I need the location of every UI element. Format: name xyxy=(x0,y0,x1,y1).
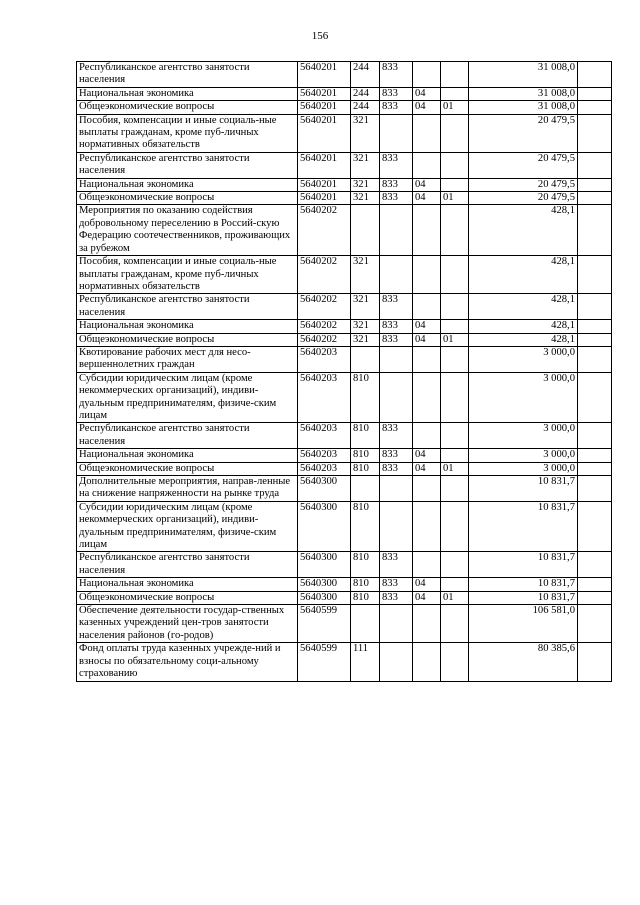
row-code-cell: 5640201 xyxy=(298,192,351,205)
table-row xyxy=(77,320,612,333)
row-department-cell xyxy=(380,256,413,294)
row-extra-cell xyxy=(578,294,612,320)
row-department-cell: 833 xyxy=(380,552,413,578)
row-expense-type-cell: 810 xyxy=(351,591,380,604)
row-amount-cell: 20 479,5 xyxy=(469,178,578,191)
row-name-cell: Республиканское агентство занятости населения xyxy=(77,294,298,320)
row-name-cell: Республиканское агентство занятости населения xyxy=(77,552,298,578)
row-code-cell: 5640201 xyxy=(298,62,351,88)
row-section-cell xyxy=(413,114,441,152)
row-section-cell: 04 xyxy=(413,178,441,191)
row-name-cell: Национальная экономика xyxy=(77,449,298,462)
row-section-cell xyxy=(413,605,441,643)
row-department-cell: 833 xyxy=(380,152,413,178)
row-subsection-cell xyxy=(441,152,469,178)
row-expense-type-cell: 810 xyxy=(351,552,380,578)
table-row xyxy=(77,449,612,462)
row-department-cell: 833 xyxy=(380,87,413,100)
row-expense-type-cell: 810 xyxy=(351,578,380,591)
row-amount-cell: 106 581,0 xyxy=(469,605,578,643)
row-code-cell: 5640201 xyxy=(298,114,351,152)
row-code-cell: 5640203 xyxy=(298,372,351,423)
row-name-cell: Мероприятия по оказанию содействия добровольному переселению в Россий-скую Федерацию соотечественников, проживающих за рубежом xyxy=(77,205,298,256)
row-amount-cell: 428,1 xyxy=(469,294,578,320)
row-name-cell: Республиканское агентство занятости населения xyxy=(77,152,298,178)
row-expense-type-cell: 321 xyxy=(351,178,380,191)
row-extra-cell xyxy=(578,101,612,114)
row-name-cell: Национальная экономика xyxy=(77,578,298,591)
row-name-cell: Национальная экономика xyxy=(77,87,298,100)
row-code-cell: 5640300 xyxy=(298,552,351,578)
table-row xyxy=(77,114,612,152)
row-code-cell: 5640203 xyxy=(298,462,351,475)
row-name-cell: Дополнительные мероприятия, направ-ленные на снижение напряженности на рынке труда xyxy=(77,476,298,502)
row-department-cell: 833 xyxy=(380,192,413,205)
row-name-cell: Общеэкономические вопросы xyxy=(77,192,298,205)
row-section-cell: 04 xyxy=(413,462,441,475)
table-row xyxy=(77,256,612,294)
row-name-cell: Пособия, компенсации и иные социаль-ные выплаты гражданам, кроме пуб-личных нормативных обязательств xyxy=(77,114,298,152)
row-code-cell: 5640202 xyxy=(298,294,351,320)
row-extra-cell xyxy=(578,552,612,578)
row-code-cell: 5640599 xyxy=(298,643,351,681)
row-code-cell: 5640201 xyxy=(298,101,351,114)
row-department-cell xyxy=(380,501,413,552)
table-row xyxy=(77,294,612,320)
row-code-cell: 5640202 xyxy=(298,320,351,333)
row-amount-cell: 3 000,0 xyxy=(469,346,578,372)
row-name-cell: Субсидии юридическим лицам (кроме некоммерческих организаций), индиви-дуальным предпринимателям, физиче-ским лицам xyxy=(77,372,298,423)
row-section-cell xyxy=(413,423,441,449)
row-subsection-cell: 01 xyxy=(441,591,469,604)
row-code-cell: 5640203 xyxy=(298,423,351,449)
row-department-cell xyxy=(380,114,413,152)
table-row xyxy=(77,101,612,114)
table-row xyxy=(77,591,612,604)
row-name-cell: Субсидии юридическим лицам (кроме некоммерческих организаций), индиви-дуальным предпринимателям, физиче-ским лицам xyxy=(77,501,298,552)
row-section-cell xyxy=(413,643,441,681)
row-section-cell: 04 xyxy=(413,192,441,205)
budget-table xyxy=(76,61,612,682)
row-name-cell: Общеэкономические вопросы xyxy=(77,591,298,604)
row-extra-cell xyxy=(578,333,612,346)
row-subsection-cell xyxy=(441,423,469,449)
table-row xyxy=(77,462,612,475)
row-expense-type-cell xyxy=(351,605,380,643)
row-expense-type-cell: 321 xyxy=(351,320,380,333)
row-section-cell: 04 xyxy=(413,591,441,604)
row-extra-cell xyxy=(578,256,612,294)
row-extra-cell xyxy=(578,87,612,100)
row-department-cell xyxy=(380,346,413,372)
row-code-cell: 5640203 xyxy=(298,449,351,462)
table-row xyxy=(77,578,612,591)
row-expense-type-cell xyxy=(351,205,380,256)
row-section-cell xyxy=(413,62,441,88)
row-amount-cell: 10 831,7 xyxy=(469,552,578,578)
row-extra-cell xyxy=(578,501,612,552)
row-expense-type-cell: 321 xyxy=(351,192,380,205)
table-body xyxy=(77,62,612,682)
row-extra-cell xyxy=(578,423,612,449)
row-amount-cell: 3 000,0 xyxy=(469,372,578,423)
row-name-cell: Обеспечение деятельности государ-ственных казенных учреждений цен-тров занятости населения районов (го-родов) xyxy=(77,605,298,643)
row-amount-cell: 3 000,0 xyxy=(469,462,578,475)
row-name-cell: Республиканское агентство занятости населения xyxy=(77,62,298,88)
row-department-cell: 833 xyxy=(380,333,413,346)
row-expense-type-cell xyxy=(351,346,380,372)
row-code-cell: 5640203 xyxy=(298,346,351,372)
row-section-cell xyxy=(413,552,441,578)
row-expense-type-cell: 810 xyxy=(351,423,380,449)
row-subsection-cell xyxy=(441,643,469,681)
row-subsection-cell: 01 xyxy=(441,192,469,205)
row-section-cell xyxy=(413,476,441,502)
row-expense-type-cell: 810 xyxy=(351,449,380,462)
row-subsection-cell xyxy=(441,552,469,578)
table-row xyxy=(77,346,612,372)
row-expense-type-cell: 810 xyxy=(351,372,380,423)
row-subsection-cell xyxy=(441,372,469,423)
row-name-cell: Общеэкономические вопросы xyxy=(77,462,298,475)
row-subsection-cell xyxy=(441,320,469,333)
row-subsection-cell xyxy=(441,449,469,462)
row-department-cell: 833 xyxy=(380,449,413,462)
table-row xyxy=(77,178,612,191)
row-name-cell: Пособия, компенсации и иные социаль-ные выплаты гражданам, кроме пуб-личных нормативных обязательств xyxy=(77,256,298,294)
row-expense-type-cell xyxy=(351,476,380,502)
row-name-cell: Квотирование рабочих мест для несо-вершеннолетних граждан xyxy=(77,346,298,372)
row-section-cell xyxy=(413,501,441,552)
row-subsection-cell xyxy=(441,346,469,372)
row-amount-cell: 80 385,6 xyxy=(469,643,578,681)
row-section-cell xyxy=(413,256,441,294)
row-amount-cell: 10 831,7 xyxy=(469,501,578,552)
row-code-cell: 5640599 xyxy=(298,605,351,643)
row-section-cell: 04 xyxy=(413,320,441,333)
row-extra-cell xyxy=(578,320,612,333)
row-subsection-cell xyxy=(441,605,469,643)
row-extra-cell xyxy=(578,643,612,681)
row-department-cell: 833 xyxy=(380,462,413,475)
row-extra-cell xyxy=(578,578,612,591)
row-amount-cell: 10 831,7 xyxy=(469,476,578,502)
row-subsection-cell xyxy=(441,578,469,591)
row-subsection-cell xyxy=(441,114,469,152)
row-section-cell xyxy=(413,346,441,372)
row-section-cell: 04 xyxy=(413,333,441,346)
row-department-cell: 833 xyxy=(380,294,413,320)
row-extra-cell xyxy=(578,114,612,152)
row-extra-cell xyxy=(578,178,612,191)
row-subsection-cell: 01 xyxy=(441,333,469,346)
table-row xyxy=(77,62,612,88)
row-amount-cell: 3 000,0 xyxy=(469,423,578,449)
table-row xyxy=(77,552,612,578)
row-extra-cell xyxy=(578,152,612,178)
row-extra-cell xyxy=(578,476,612,502)
row-subsection-cell xyxy=(441,87,469,100)
table-row xyxy=(77,192,612,205)
row-subsection-cell xyxy=(441,62,469,88)
row-code-cell: 5640202 xyxy=(298,333,351,346)
row-name-cell: Общеэкономические вопросы xyxy=(77,333,298,346)
row-section-cell: 04 xyxy=(413,101,441,114)
row-section-cell xyxy=(413,294,441,320)
table-row xyxy=(77,476,612,502)
row-department-cell: 833 xyxy=(380,62,413,88)
table-row xyxy=(77,423,612,449)
table-row xyxy=(77,605,612,643)
row-department-cell: 833 xyxy=(380,320,413,333)
row-department-cell: 833 xyxy=(380,578,413,591)
row-department-cell xyxy=(380,643,413,681)
row-department-cell: 833 xyxy=(380,178,413,191)
row-name-cell: Республиканское агентство занятости населения xyxy=(77,423,298,449)
row-department-cell xyxy=(380,205,413,256)
row-department-cell: 833 xyxy=(380,423,413,449)
row-code-cell: 5640300 xyxy=(298,578,351,591)
row-extra-cell xyxy=(578,62,612,88)
row-amount-cell: 428,1 xyxy=(469,256,578,294)
row-subsection-cell xyxy=(441,256,469,294)
row-amount-cell: 31 008,0 xyxy=(469,62,578,88)
table-row xyxy=(77,87,612,100)
row-expense-type-cell: 244 xyxy=(351,62,380,88)
row-department-cell xyxy=(380,605,413,643)
row-code-cell: 5640201 xyxy=(298,178,351,191)
page-number: 156 xyxy=(311,30,329,42)
row-department-cell xyxy=(380,372,413,423)
row-amount-cell: 20 479,5 xyxy=(469,152,578,178)
row-section-cell xyxy=(413,205,441,256)
row-amount-cell: 10 831,7 xyxy=(469,578,578,591)
row-subsection-cell: 01 xyxy=(441,462,469,475)
row-expense-type-cell: 111 xyxy=(351,643,380,681)
row-name-cell: Фонд оплаты труда казенных учрежде-ний и взносы по обязательному соци-альному страхованию xyxy=(77,643,298,681)
row-subsection-cell: 01 xyxy=(441,101,469,114)
row-extra-cell xyxy=(578,462,612,475)
row-amount-cell: 428,1 xyxy=(469,205,578,256)
row-extra-cell xyxy=(578,192,612,205)
row-subsection-cell xyxy=(441,294,469,320)
row-code-cell: 5640201 xyxy=(298,152,351,178)
row-amount-cell: 31 008,0 xyxy=(469,101,578,114)
row-code-cell: 5640202 xyxy=(298,205,351,256)
row-subsection-cell xyxy=(441,501,469,552)
row-expense-type-cell: 244 xyxy=(351,101,380,114)
row-department-cell: 833 xyxy=(380,101,413,114)
table-row xyxy=(77,372,612,423)
row-subsection-cell xyxy=(441,205,469,256)
row-code-cell: 5640300 xyxy=(298,591,351,604)
row-amount-cell: 31 008,0 xyxy=(469,87,578,100)
row-amount-cell: 428,1 xyxy=(469,320,578,333)
row-section-cell: 04 xyxy=(413,87,441,100)
row-code-cell: 5640201 xyxy=(298,87,351,100)
row-amount-cell: 10 831,7 xyxy=(469,591,578,604)
table-row xyxy=(77,643,612,681)
row-section-cell xyxy=(413,152,441,178)
row-extra-cell xyxy=(578,372,612,423)
table-row xyxy=(77,205,612,256)
row-name-cell: Общеэкономические вопросы xyxy=(77,101,298,114)
row-expense-type-cell: 244 xyxy=(351,87,380,100)
row-extra-cell xyxy=(578,205,612,256)
row-subsection-cell xyxy=(441,476,469,502)
row-code-cell: 5640300 xyxy=(298,476,351,502)
row-extra-cell xyxy=(578,346,612,372)
row-amount-cell: 20 479,5 xyxy=(469,192,578,205)
table-row xyxy=(77,333,612,346)
table-row xyxy=(77,152,612,178)
row-expense-type-cell: 321 xyxy=(351,152,380,178)
row-amount-cell: 20 479,5 xyxy=(469,114,578,152)
row-expense-type-cell: 321 xyxy=(351,294,380,320)
row-expense-type-cell: 321 xyxy=(351,333,380,346)
row-extra-cell xyxy=(578,591,612,604)
row-section-cell xyxy=(413,372,441,423)
row-expense-type-cell: 321 xyxy=(351,256,380,294)
row-amount-cell: 3 000,0 xyxy=(469,449,578,462)
row-name-cell: Национальная экономика xyxy=(77,178,298,191)
row-extra-cell xyxy=(578,449,612,462)
row-expense-type-cell: 810 xyxy=(351,462,380,475)
row-amount-cell: 428,1 xyxy=(469,333,578,346)
row-subsection-cell xyxy=(441,178,469,191)
row-code-cell: 5640300 xyxy=(298,501,351,552)
row-department-cell xyxy=(380,476,413,502)
row-expense-type-cell: 810 xyxy=(351,501,380,552)
row-department-cell: 833 xyxy=(380,591,413,604)
row-name-cell: Национальная экономика xyxy=(77,320,298,333)
row-section-cell: 04 xyxy=(413,578,441,591)
table-row xyxy=(77,501,612,552)
row-extra-cell xyxy=(578,605,612,643)
row-code-cell: 5640202 xyxy=(298,256,351,294)
row-section-cell: 04 xyxy=(413,449,441,462)
row-expense-type-cell: 321 xyxy=(351,114,380,152)
